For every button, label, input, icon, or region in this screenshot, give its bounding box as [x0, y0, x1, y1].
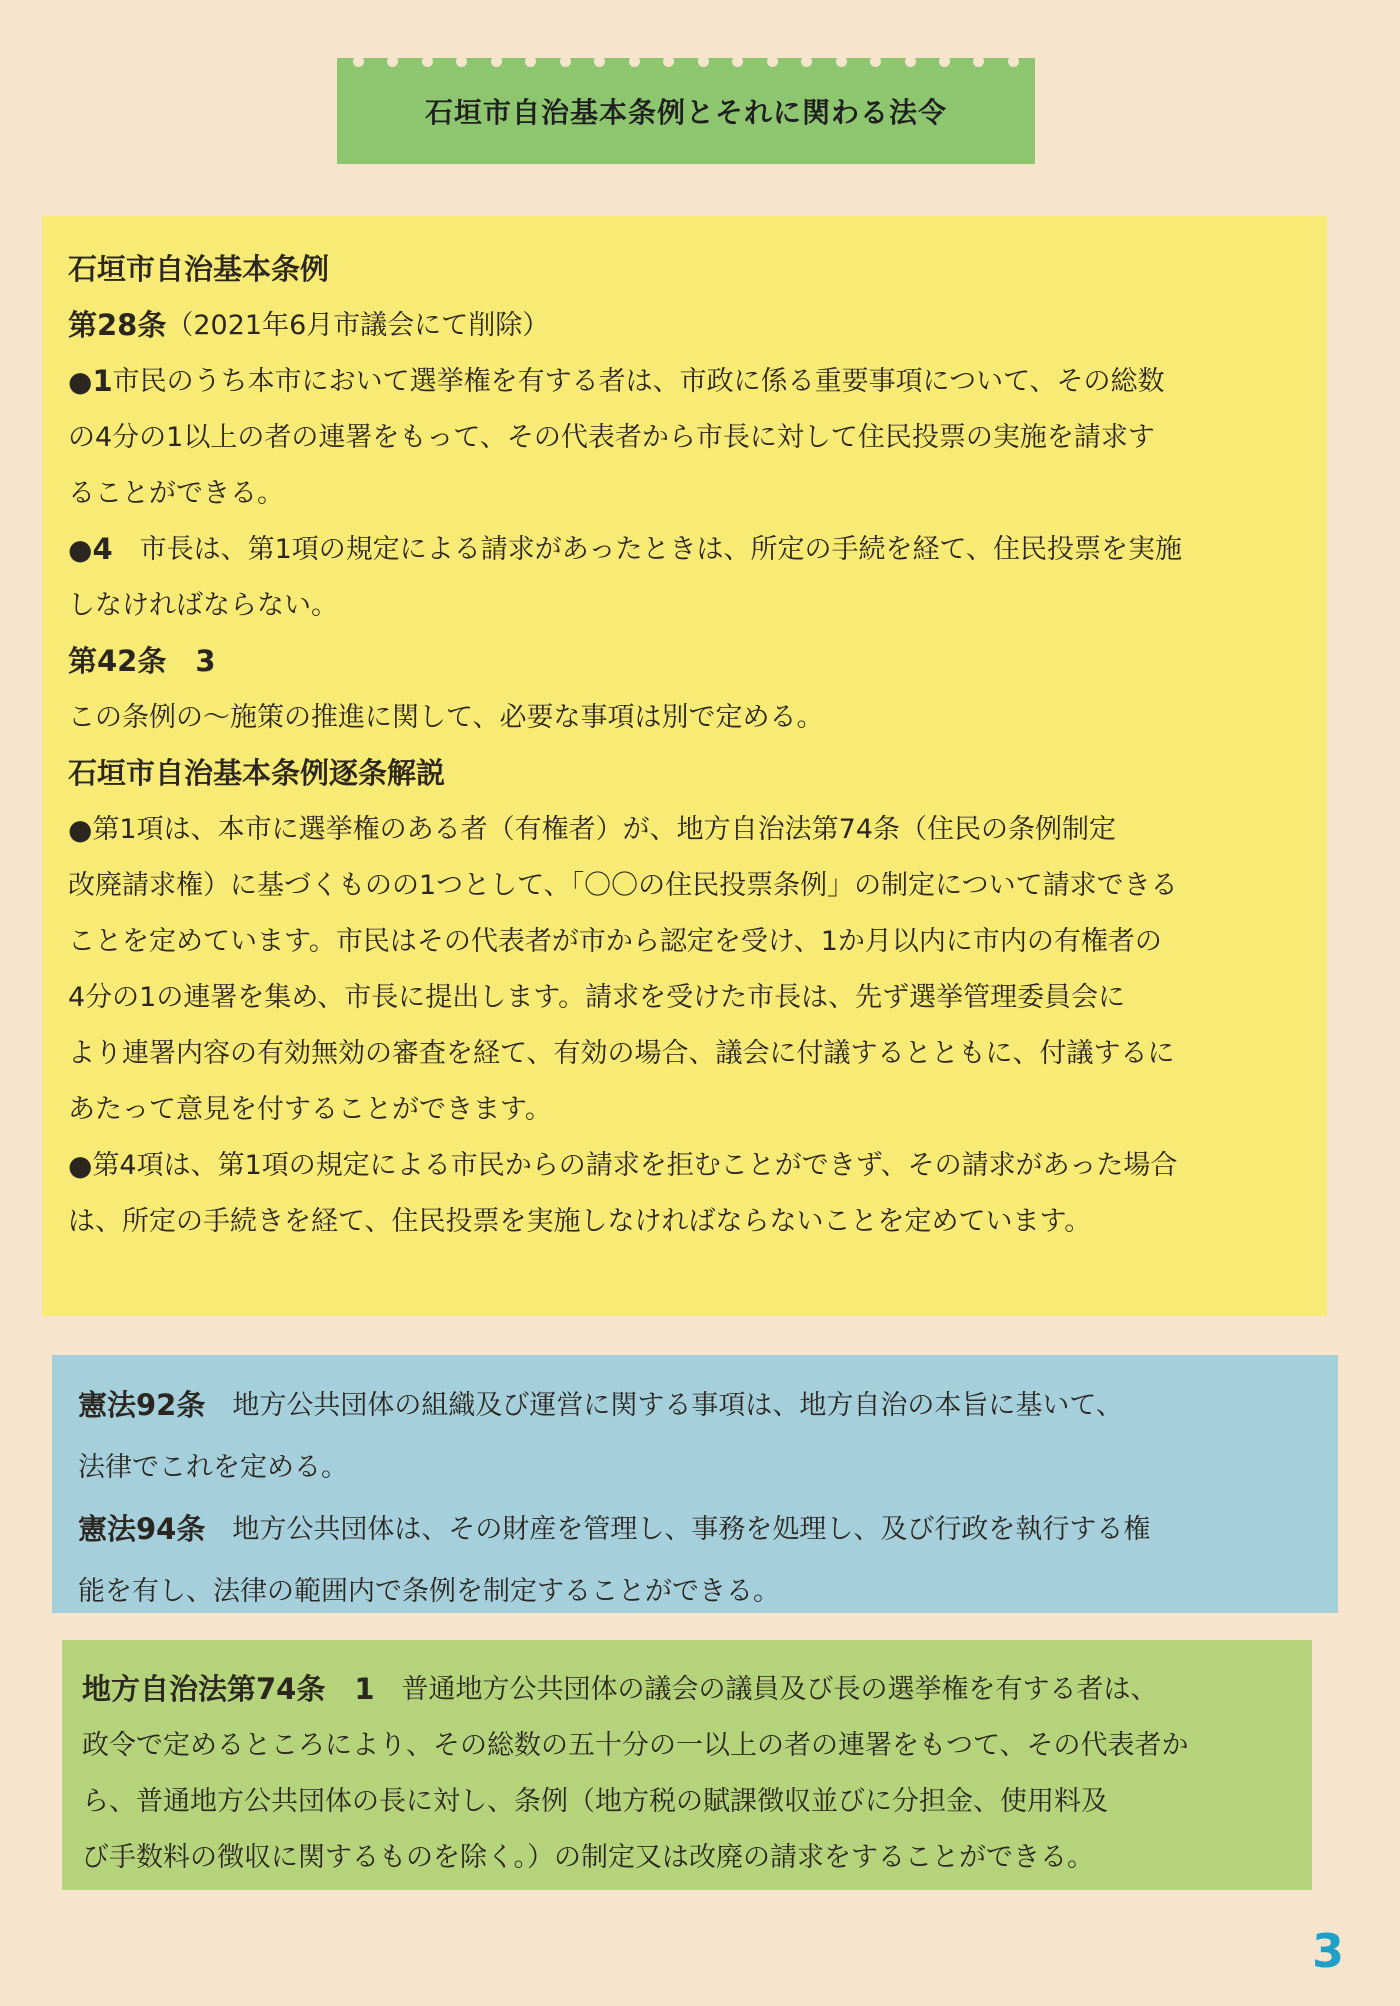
text-line: [68, 1194, 1301, 1250]
binding-hole: [456, 56, 467, 67]
section-heading: 第28条: [68, 308, 167, 343]
text-line: [68, 858, 1301, 914]
body-text: は、所定の手続きを経て、住民投票を実施しなければならないことを定めています。: [68, 1206, 1092, 1238]
text-line: [68, 634, 1301, 690]
binding-hole: [698, 56, 709, 67]
text-line: [68, 522, 1301, 578]
text-line: [68, 1082, 1301, 1138]
text-line: [68, 970, 1301, 1026]
binding-hole: [732, 56, 743, 67]
title-banner: [337, 58, 1035, 164]
body-text: 4分の1の連署を集め、市長に提出します。請求を受けた市長は、先ず選挙管理委員会に: [68, 982, 1126, 1014]
text-line: [78, 1437, 1312, 1499]
text-line: [82, 1718, 1292, 1774]
binding-hole: [663, 56, 674, 67]
ordinance-section: [42, 216, 1327, 1316]
text-line: [68, 242, 1301, 298]
body-text: 市民のうち本市において選挙権を有する者は、市政に係る重要事項について、その総数: [112, 366, 1165, 398]
binding-hole: [560, 56, 571, 67]
text-line: [68, 690, 1301, 746]
body-text: ら、普通地方公共団体の長に対し、条例（地方税の賦課徴収並びに分担金、使用料及: [82, 1786, 1108, 1818]
bullet-icon: ●: [68, 1148, 93, 1182]
binding-hole: [353, 56, 364, 67]
body-text: しなければならない。: [68, 590, 338, 622]
body-text: ことを定めています。市民はその代表者が市から認定を受け、1か月以内に市内の有権者の: [68, 926, 1162, 958]
bullet-icon: ●: [68, 364, 93, 398]
text-line: [68, 1026, 1301, 1082]
section-heading: 石垣市自治基本条例逐条解説: [68, 756, 446, 791]
section-heading: 1: [92, 364, 113, 399]
binding-holes: [353, 56, 1019, 70]
binding-hole: [491, 56, 502, 67]
body-text: 能を有し、法律の範囲内で条例を制定することができる。: [78, 1576, 780, 1608]
text-line: [68, 298, 1301, 354]
body-text: の4分の1以上の者の連署をもって、その代表者から市長に対して住民投票の実施を請求す: [68, 422, 1155, 454]
text-line: [68, 354, 1301, 410]
text-line: [78, 1375, 1312, 1437]
body-text: ることができる。: [68, 478, 284, 510]
section-heading: 地方自治法第74条 1: [82, 1672, 375, 1707]
body-text: （2021年6月市議会にて削除）: [166, 310, 550, 342]
text-line: [68, 746, 1301, 802]
section-heading: 憲法94条: [78, 1512, 206, 1547]
body-text: び手数料の徴収に関するものを除く。）の制定又は改廃の請求をすることができる。: [82, 1842, 1094, 1874]
body-text: 改廃請求権）に基づくものの1つとして、「〇〇の住民投票条例」の制定について請求できる: [68, 870, 1178, 902]
body-text: 地方公共団体の組織及び運営に関する事項は、地方自治の本旨に基いて、: [205, 1390, 1123, 1422]
text-line: [82, 1830, 1292, 1886]
body-text: より連署内容の有効無効の審査を経て、有効の場合、議会に付議するとともに、付議するに: [68, 1038, 1175, 1070]
text-line: [78, 1499, 1312, 1561]
text-line: [68, 1138, 1301, 1194]
section-heading: 4: [92, 532, 113, 567]
text-line: [82, 1662, 1292, 1718]
body-text: 法律でこれを定める。: [78, 1452, 348, 1484]
binding-hole: [905, 56, 916, 67]
body-text: 市長は、第1項の規定による請求があったときは、所定の手続を経て、住民投票を実施: [112, 534, 1182, 566]
page-title: 石垣市自治基本条例とそれに関わる法令: [424, 96, 947, 129]
text-line: [82, 1774, 1292, 1830]
binding-hole: [836, 56, 847, 67]
section-heading: 石垣市自治基本条例: [68, 252, 330, 287]
binding-hole: [594, 56, 605, 67]
binding-hole: [973, 56, 984, 67]
body-text: 普通地方公共団体の議会の議員及び長の選挙権を有する者は、: [374, 1674, 1158, 1706]
body-text: この条例の～施策の推進に関して、必要な事項は別で定める。: [68, 702, 824, 734]
section-heading: 憲法92条: [78, 1388, 206, 1423]
section-heading: 第42条 3: [68, 644, 216, 679]
binding-hole: [1008, 56, 1019, 67]
bullet-icon: ●: [68, 532, 93, 566]
binding-hole: [629, 56, 640, 67]
binding-hole: [767, 56, 778, 67]
body-text: 地方公共団体は、その財産を管理し、事務を処理し、及び行政を執行する権: [205, 1514, 1151, 1546]
body-text: 第4項は、第1項の規定による市民からの請求を拒むことができず、その請求があった場合: [92, 1150, 1178, 1182]
bullet-icon: ●: [68, 812, 93, 846]
binding-hole: [422, 56, 433, 67]
text-line: [68, 914, 1301, 970]
body-text: 第1項は、本市に選挙権のある者（有権者）が、地方自治法第74条（住民の条例制定: [92, 814, 1116, 846]
body-text: 政令で定めるところにより、その総数の五十分の一以上の者の連署をもつて、その代表者か: [82, 1730, 1189, 1762]
text-line: [78, 1561, 1312, 1623]
text-line: [68, 578, 1301, 634]
page-number: 3: [1312, 1924, 1345, 1978]
text-line: [68, 410, 1301, 466]
text-line: [68, 802, 1301, 858]
binding-hole: [939, 56, 950, 67]
binding-hole: [525, 56, 536, 67]
text-line: [68, 466, 1301, 522]
body-text: あたって意見を付することができます。: [68, 1094, 552, 1126]
binding-hole: [801, 56, 812, 67]
constitution-section: [52, 1355, 1338, 1613]
binding-hole: [387, 56, 398, 67]
binding-hole: [870, 56, 881, 67]
local-autonomy-law-section: [62, 1640, 1312, 1890]
